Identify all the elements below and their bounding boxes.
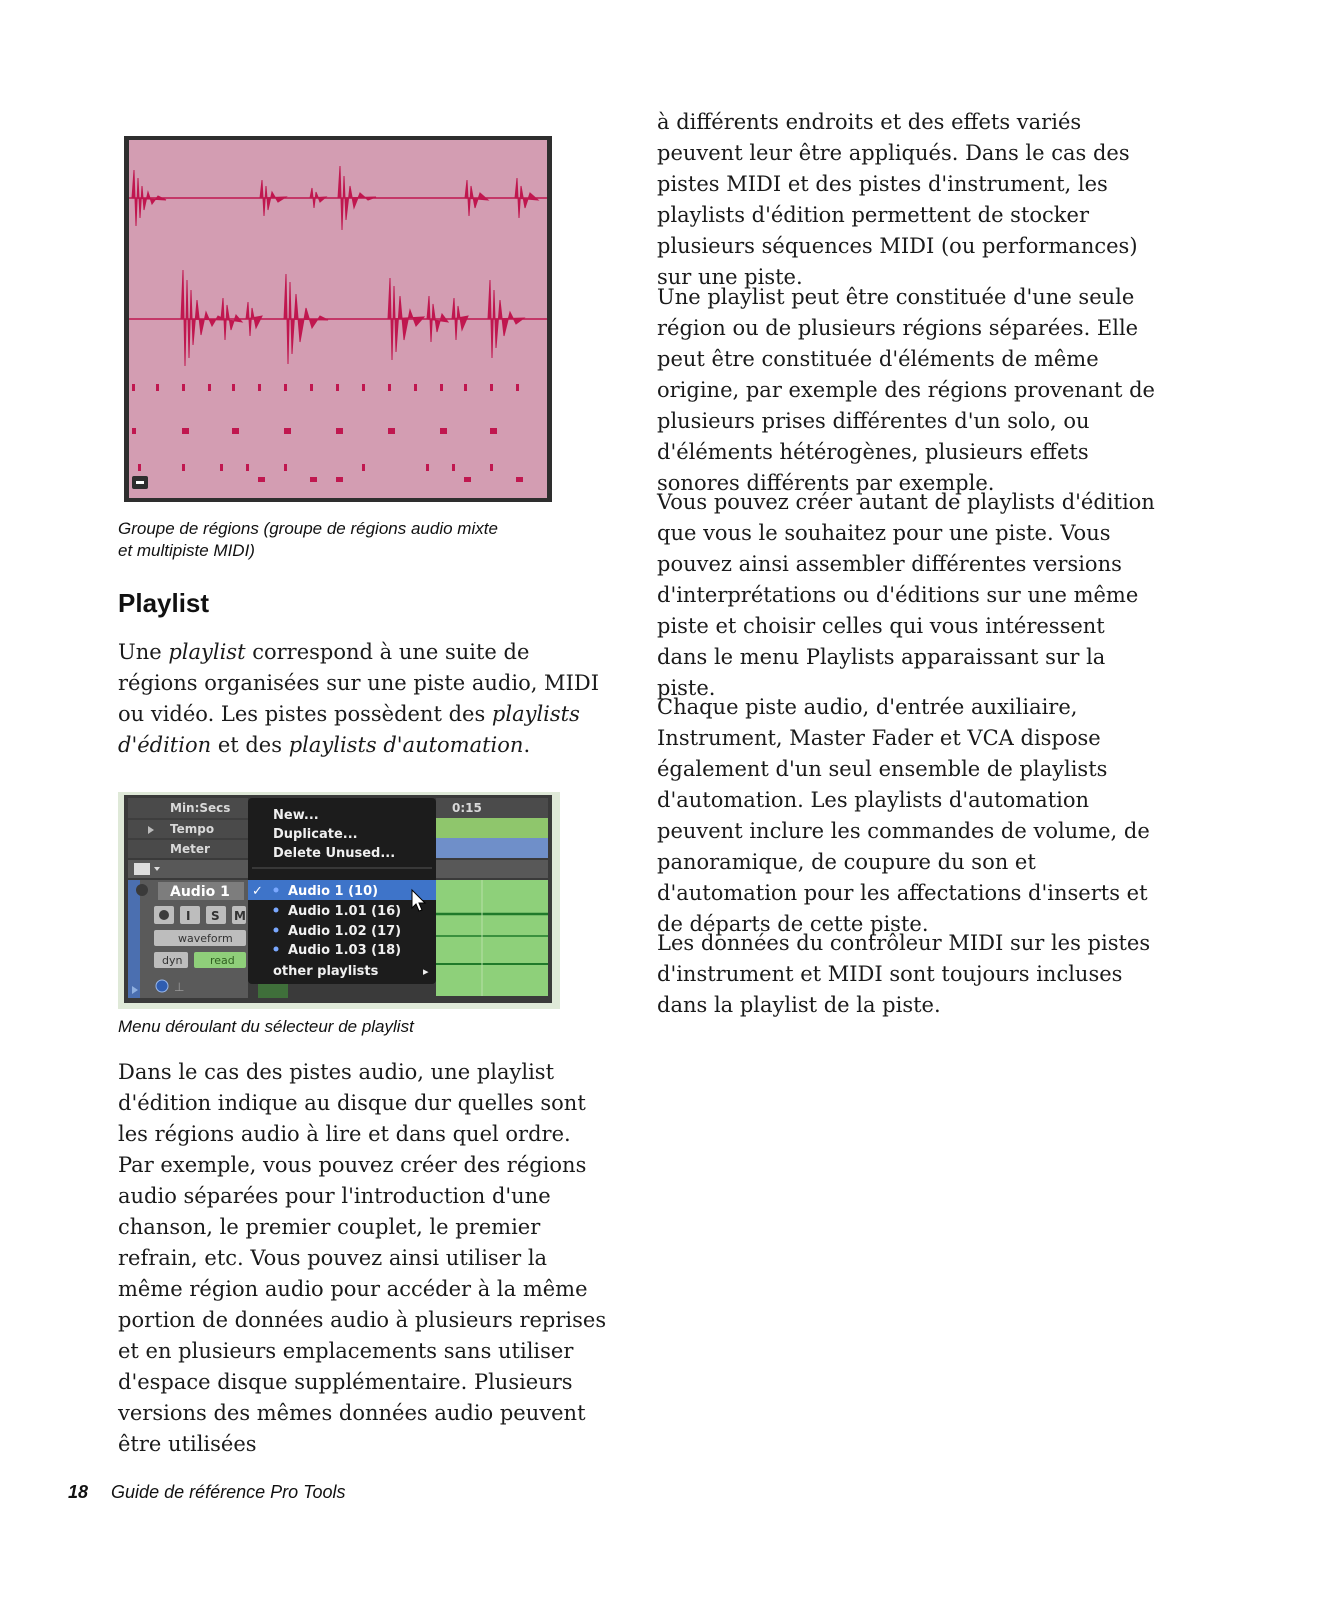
track-color-icon: [128, 880, 140, 998]
body-paragraph: Vous pouvez créer autant de playlists d'édition que vous le souhaitez pour une piste. Vous pouvez ainsi assembler différentes versions d'interprétations ou d'éditions sur une même piste et choisir celles qui vous intéressent dans le menu Playlists apparaissant sur la piste.: [657, 490, 1155, 700]
section-heading-playlist: Playlist: [118, 588, 210, 618]
figure-caption-playlist-selector: Menu déroulant du sélecteur de playlist: [118, 1017, 414, 1036]
playlist-selector-image: [118, 792, 560, 1009]
figure-caption-region-group: [118, 518, 578, 562]
tempo-lane: [436, 818, 548, 838]
term-edit-playlists: playlists d'édition: [118, 702, 580, 757]
menu-item-playlist[interactable]: Audio 1.02 (17): [288, 924, 402, 939]
ruler-meter-label: Meter: [170, 842, 210, 856]
menu-item-playlist[interactable]: Audio 1 (10): [288, 884, 379, 899]
body-paragraph: Une playlist peut être constituée d'une seule région ou de plusieurs régions séparées. Elle peut être constituée d'éléments de même origine, par exemple des régions provenant de plusieurs prises différentes d'un solo, ou d'éléments hétérogènes, plusieurs effets sonores différents par exemple.: [657, 285, 1155, 495]
term-playlist: playlist: [168, 640, 246, 664]
input-button-label: I: [186, 909, 191, 923]
record-icon: [159, 910, 169, 920]
timebase-icon[interactable]: [156, 980, 168, 992]
menu-item-duplicate[interactable]: Duplicate...: [273, 827, 358, 842]
region-group-badge-icon: [132, 476, 148, 489]
menu-item-other-playlists[interactable]: other playlists: [273, 964, 379, 979]
menu-item-playlist[interactable]: Audio 1.01 (16): [288, 904, 402, 919]
ruler-time-label: 0:15: [452, 801, 482, 815]
caption-line: Groupe de régions (groupe de régions audio mixte: [118, 519, 498, 538]
body-paragraph: Chaque piste audio, d'entrée auxiliaire, Instrument, Master Fader et VCA dispose également d'un seul ensemble de playlists d'automation. Les playlists d'automation peuvent inclure les commandes de volume, de panoramique, de coupure du son et d'automation pour les affectations d'inserts et de départs de cette piste.: [657, 695, 1150, 936]
text-run: .: [523, 733, 531, 757]
mute-button-label: M: [234, 909, 246, 923]
view-selector-icon[interactable]: [134, 863, 150, 875]
dyn-label: dyn: [162, 954, 183, 967]
automation-mode-label: read: [210, 954, 235, 967]
body-paragraph: Les données du contrôleur MIDI sur les pistes d'instrument et MIDI sont toujours incluses dans la playlist de la piste.: [657, 931, 1151, 1017]
body-paragraph: Dans le cas des pistes audio, une playlist d'édition indique au disque dur quelles sont les régions audio à lire et dans quel ordre. Par exemple, vous pouvez créer des régions audio séparées pour l'introduction d'une chanson, le premier couplet, le premier refrain, etc. Vous pouvez ainsi utiliser la même région audio pour accéder à la même portion de données audio à plusieurs reprises et en plusieurs emplacements sans utiliser d'espace disque supplémentaire. Plusieurs versions des mêmes données audio peuvent être utilisées: [118, 1060, 607, 1456]
menu-item-new[interactable]: New...: [273, 808, 319, 823]
ruler-tempo-label: Tempo: [170, 822, 215, 836]
submenu-arrow-icon: ▸: [423, 965, 429, 978]
intro-paragraph: [118, 637, 608, 761]
audio-clip[interactable]: [436, 880, 548, 996]
body-paragraph: à différents endroits et des effets variés peuvent leur être appliqués. Dans le cas des pistes MIDI et des pistes d'instrument, les playlists d'édition permettent de stocker plusieurs séquences MIDI (ou performances) sur une piste.: [657, 110, 1138, 289]
footer-title: Guide de référence Pro Tools: [111, 1482, 346, 1502]
text-run: et des: [211, 733, 289, 757]
solo-button-label: S: [211, 909, 220, 923]
region-group-figure: [118, 130, 558, 515]
page-footer: [68, 1482, 346, 1503]
ruler-minsecs-label: Min:Secs: [170, 801, 231, 815]
tick-icon: ⊥: [174, 980, 185, 994]
text-run: correspond à une suite de régions organisées sur une piste audio, MIDI ou vidéo. Les pistes possèdent des: [118, 640, 599, 726]
playlist-dot-icon: [274, 888, 279, 893]
page-number: 18: [68, 1482, 89, 1502]
region-group-image: [118, 130, 558, 515]
playlist-dot-icon: [274, 908, 279, 913]
playlist-dot-icon: [274, 928, 279, 933]
menu-item-playlist[interactable]: Audio 1.03 (18): [288, 943, 402, 958]
track-view-label: waveform: [178, 932, 233, 945]
term-automation-playlists: playlists d'automation: [288, 733, 524, 757]
menu-item-delete-unused[interactable]: Delete Unused...: [273, 846, 396, 861]
track-collapse-icon[interactable]: [136, 884, 148, 896]
checkmark-icon: ✓: [252, 884, 263, 899]
track-name: Audio 1: [170, 884, 230, 900]
playlist-dot-icon: [274, 947, 279, 952]
text-run: Une: [118, 640, 169, 664]
playlist-selector-figure: [118, 792, 560, 1009]
meter-lane: [436, 838, 548, 858]
caption-line: et multipiste MIDI): [118, 541, 255, 560]
